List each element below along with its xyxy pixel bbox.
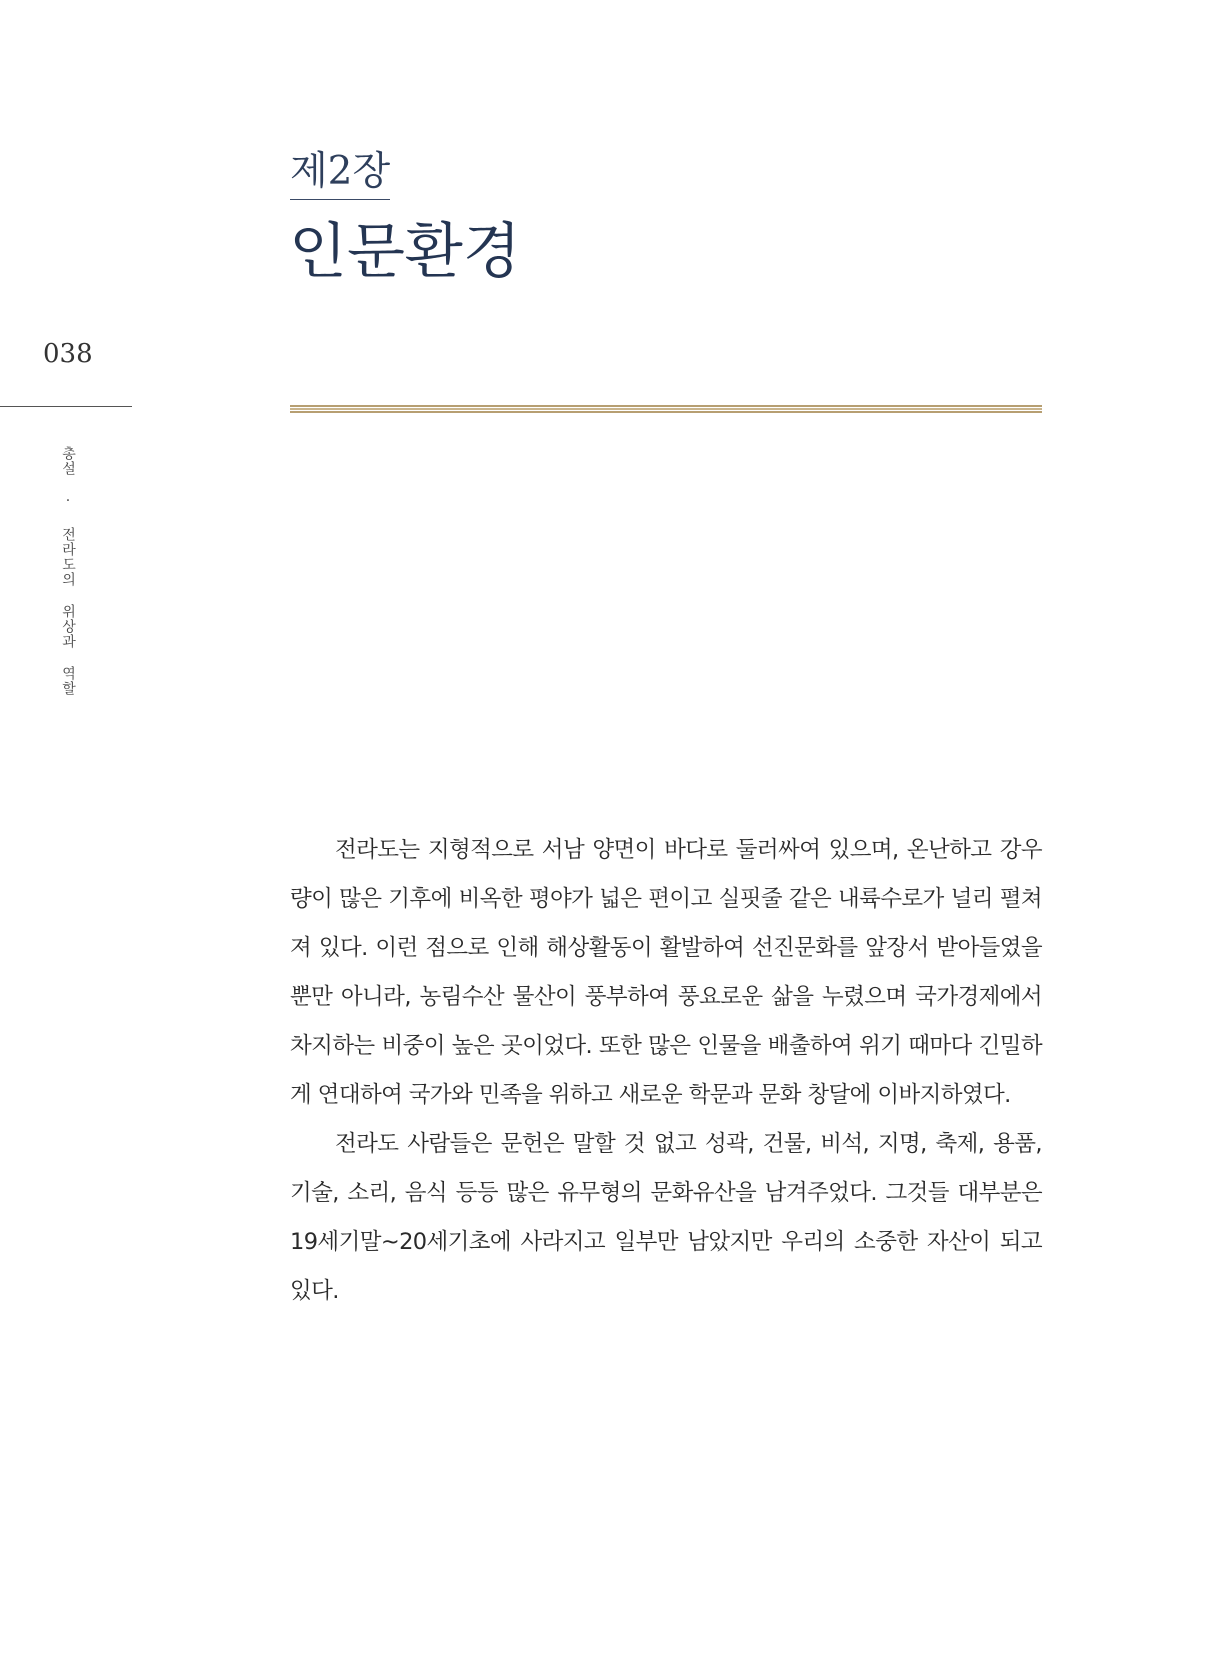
title-divider-line xyxy=(290,405,1042,407)
page-number: 038 xyxy=(43,339,93,369)
body-text xyxy=(290,826,1042,1316)
running-head: 총설 · 전라도의 위상과 역할 xyxy=(60,446,76,696)
title-divider-line xyxy=(290,408,1042,410)
body-paragraph: 전라도는 지형적으로 서남 양면이 바다로 둘러싸여 있으며, 온난하고 강우량이 많은 기후에 비옥한 평야가 넓은 편이고 실핏줄 같은 내륙수로가 널리 펼쳐져 있다. 이런 점으로 인해 해상활동이 활발하여 선진문화를 앞장서 받아들였을 뿐만 아니라, 농림수산 물산이 풍부하여 풍요로운 삶을 누렸으며 국가경제에서 차지하는 비중이 높은 곳이었다. 또한 많은 인물을 배출하여 위기 때마다 긴밀하게 연대하여 국가와 민족을 위하고 새로운 학문과 문화 창달에 이바지하였다. xyxy=(290,837,1042,1108)
title-divider-line xyxy=(290,411,1042,413)
chapter-label: 제2장 xyxy=(290,148,390,200)
body-paragraph: 전라도 사람들은 문헌은 말할 것 없고 성곽, 건물, 비석, 지명, 축제, 용품, 기술, 소리, 음식 등등 많은 유무형의 문화유산을 남겨주었다. 그것들 대부분은 19세기말~20세기초에 사라지고 일부만 남았지만 우리의 소중한 자산이 되고 있다. xyxy=(290,1131,1042,1304)
margin-divider xyxy=(0,406,132,407)
chapter-title: 인문환경 xyxy=(289,217,521,287)
title-divider xyxy=(290,405,1042,412)
